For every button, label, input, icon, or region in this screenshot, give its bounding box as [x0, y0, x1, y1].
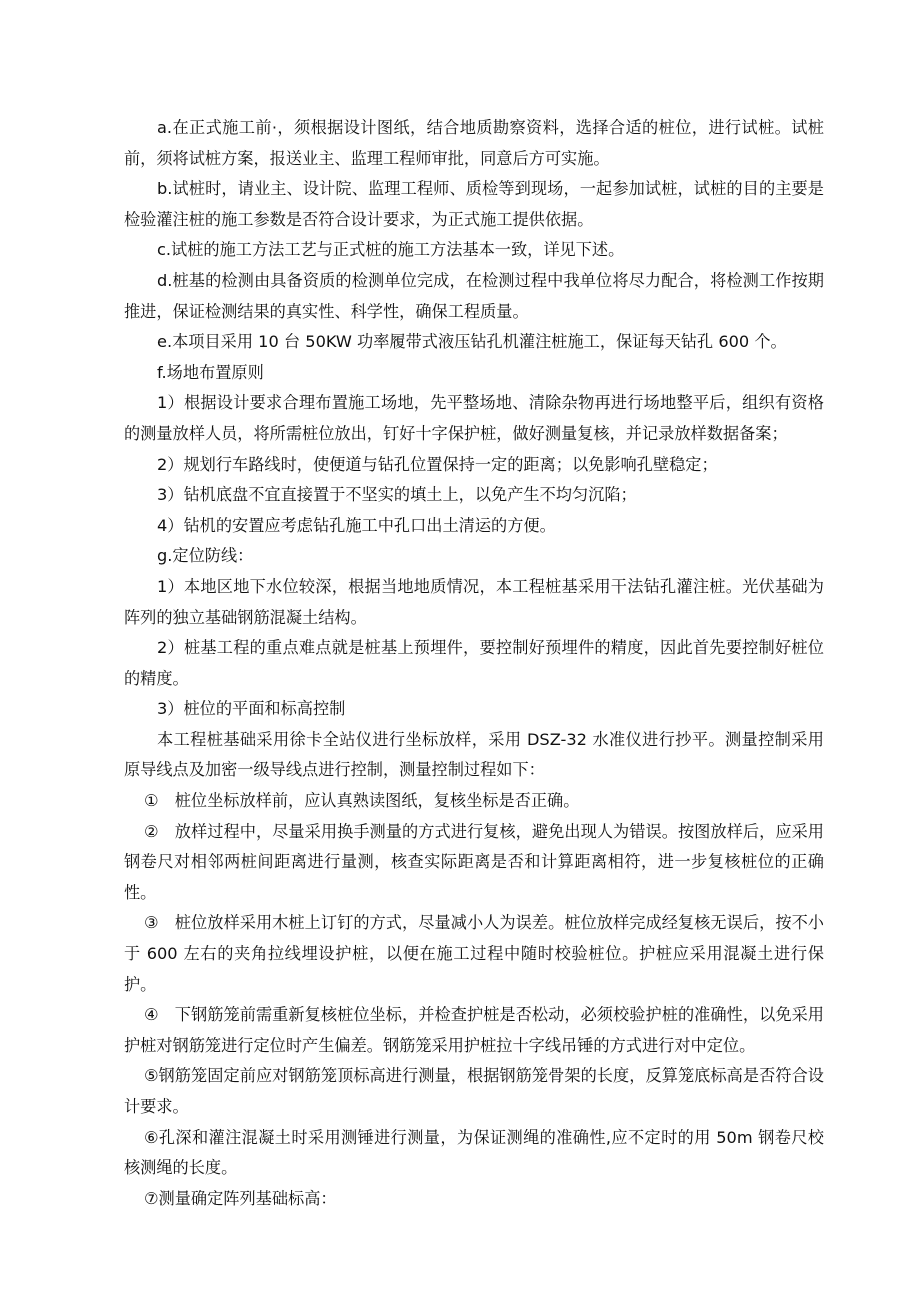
paragraph-circled-6: ⑥孔深和灌注混凝土时采用测锤进行测量，为保证测绳的准确性,应不定时的用 50m 钢卷尺校核测绳的长度。 — [124, 1127, 824, 1178]
paragraph-f-item-2: 2）规划行车路线时，使便道与钻孔位置保持一定的距离；以免影响孔壁稳定； — [157, 454, 718, 474]
paragraph-e-drilling-equipment: e.本项目采用 10 台 50KW 功率履带式液压钻孔机灌注桩施工，保证每天钻孔 600 个。 — [157, 332, 787, 352]
heading-g-positioning: g.定位防线： — [157, 546, 254, 566]
paragraph-b-trial-pile-purpose: b.试桩时，请业主、设计院、监理工程师、质检等到现场，一起参加试桩，试桩的目的主要是检验灌注桩的施工参数是否符合设计要求，为正式施工提供依据。 — [124, 179, 824, 229]
paragraph-circled-5: ⑤钢筋笼固定前应对钢筋笼顶标高进行测量，根据钢筋笼骨架的长度，反算笼底标高是否符合设计要求。 — [124, 1066, 824, 1116]
heading-f-site-layout: f.场地布置原则 — [157, 362, 264, 382]
paragraph-d-pile-inspection: d.桩基的检测由具备资质的检测单位完成，在检测过程中我单位将尽力配合，将检测工作按期推进，保证检测结果的真实性、科学性，确保工程质量。 — [124, 270, 824, 321]
heading-g-item-3: 3）桩位的平面和标高控制 — [157, 699, 346, 719]
paragraph-circled-2: ② 放样过程中，尽量采用换手测量的方式进行复核，避免出现人为错误。按图放样后，应采用钢卷尺对相邻两桩间距离进行量测，核查实际距离是否和计算距离相符，进一步复核桩位的正确性。 — [124, 821, 824, 902]
paragraph-f-item-3: 3）钻机底盘不宜直接置于不坚实的填土上，以免产生不均匀沉陷； — [157, 485, 637, 505]
paragraph-circled-7: ⑦测量确定阵列基础标高： — [144, 1188, 337, 1208]
paragraph-circled-1: ① 桩位坐标放样前，应认真熟读图纸，复核坐标是否正确。 — [144, 791, 580, 811]
paragraph-g-item-1: 1）本地区地下水位较深，根据当地地质情况，本工程桩基采用干法钻孔灌注桩。光伏基础为阵列的独立基础钢筋混凝土结构。 — [124, 576, 824, 627]
paragraph-g-item-2: 2）桩基工程的重点难点就是桩基上预埋件，要控制好预埋件的精度，因此首先要控制好桩位的精度。 — [124, 638, 824, 688]
paragraph-f-item-1: 1）根据设计要求合理布置施工场地，先平整场地、清除杂物再进行场地整平后，组织有资格的测量放样人员，将所需桩位放出，钉好十字保护桩，做好测量复核，并记录放样数据备案； — [124, 393, 824, 443]
paragraph-survey-instruments: 本工程桩基础采用徐卡全站仪进行坐标放样，采用 DSZ-32 水准仪进行抄平。测量控制采用原导线点及加密一级导线点进行控制，测量控制过程如下： — [124, 729, 824, 780]
paragraph-circled-4: ④ 下钢筋笼前需重新复核桩位坐标，并检查护桩是否松动，必须校验护桩的准确性，以免采用护桩对钢筋笼进行定位时产生偏差。钢筋笼采用护桩拉十字线吊锤的方式进行对中定位。 — [124, 1005, 824, 1055]
paragraph-a-trial-pile-preparation: a.在正式施工前·，须根据设计图纸，结合地质勘察资料，选择合适的桩位，进行试桩。试桩前，须将试桩方案，报送业主、监理工程师审批，同意后方可实施。 — [124, 118, 824, 168]
paragraph-c-trial-pile-method: c.试桩的施工方法工艺与正式桩的施工方法基本一致，详见下述。 — [157, 240, 625, 260]
paragraph-circled-3: ③ 桩位放样采用木桩上订钉的方式，尽量减小人为误差。桩位放样完成经复核无误后，按不小于 600 左右的夹角拉线埋设护桩，以便在施工过程中随时校验桩位。护桩应采用混凝土进行保护。 — [124, 913, 824, 994]
paragraph-f-item-4: 4）钻机的安置应考虑钻孔施工中孔口出土清运的方便。 — [157, 515, 556, 535]
